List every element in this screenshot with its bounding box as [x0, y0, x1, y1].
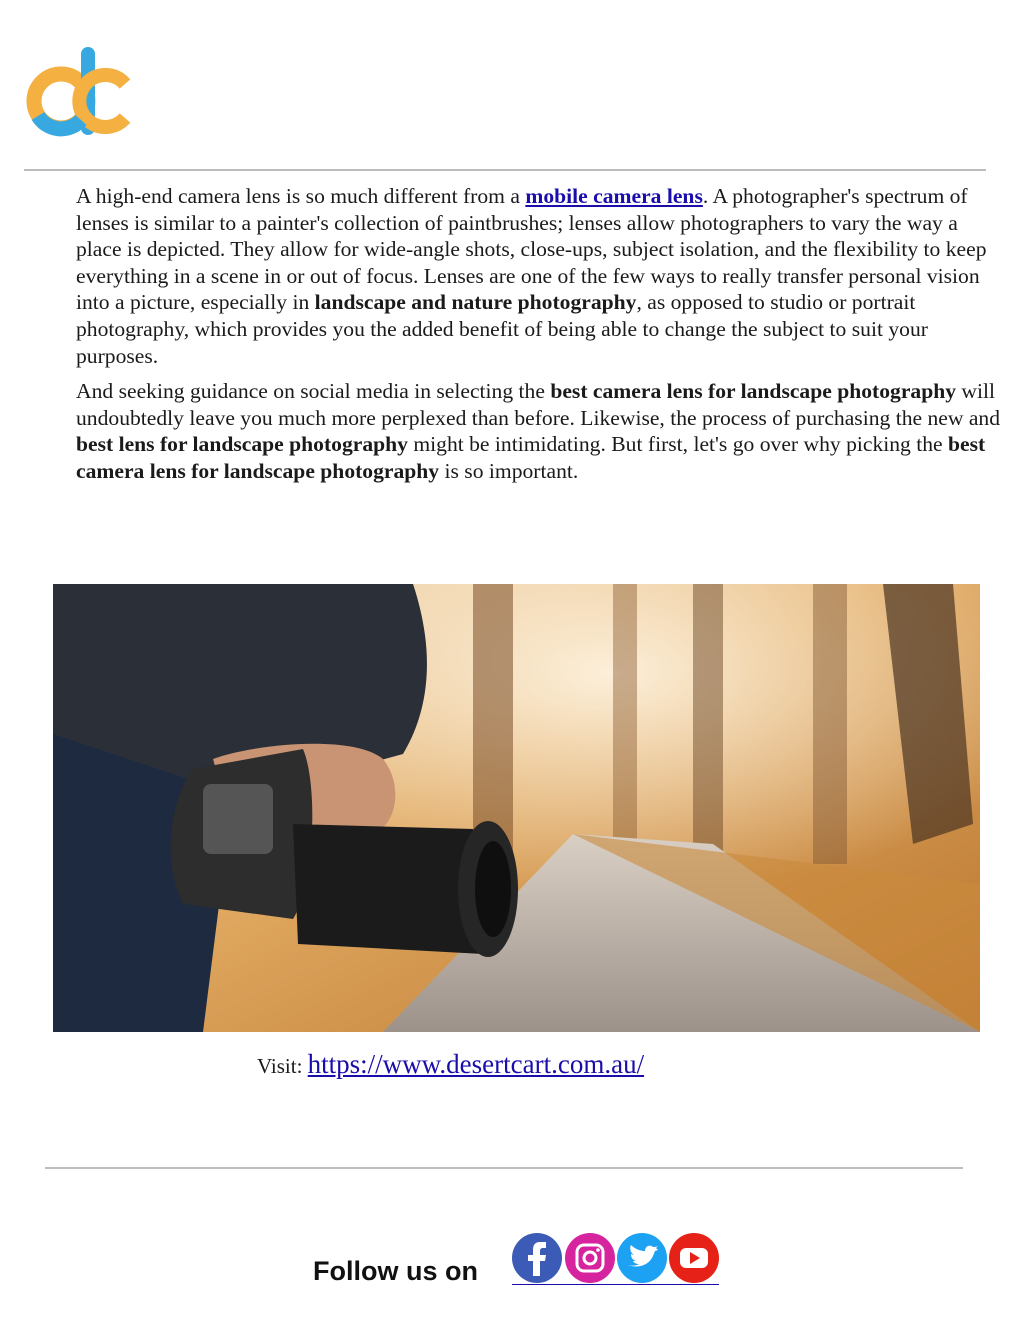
- bold-phrase: best camera lens for landscape photography: [550, 379, 957, 404]
- text-span: And seeking guidance on social media in selecting the: [76, 379, 551, 404]
- bold-phrase: best camera lens for landscape photography: [76, 432, 986, 483]
- text-span: might be intimidating. But first, let's go over why picking the: [407, 432, 949, 457]
- desertcart-logo[interactable]: [20, 46, 136, 142]
- social-icons: [510, 1232, 720, 1288]
- bold-phrase: best lens for landscape photography: [76, 432, 408, 457]
- second-paragraph: [76, 378, 1004, 484]
- text-span: will undoubtedly leave you much more perplexed than before. Likewise, the process of purchasing the new and: [76, 379, 1001, 430]
- text-span: A high-end camera lens is so much different from a: [76, 184, 526, 208]
- text-span: , as opposed to studio or portrait photography, which provides you the added benefit of being able to change the subject to suit your purposes.: [76, 290, 928, 368]
- text-span: . A photographer's spectrum of lenses is similar to a painter's collection of paintbrushes; lenses allow photographers to vary the way a place is depicted. They allow for wide-angle shots, close-ups, subject isolation, and the flexibility to keep everything in a scene in or out of focus. Lenses are one of the few ways to really transfer personal vision into a picture, especially in: [76, 184, 987, 315]
- camera-photo: [53, 584, 980, 1032]
- header-divider: [24, 169, 986, 171]
- twitter-icon[interactable]: [617, 1233, 667, 1283]
- visit-label: Visit:: [257, 1054, 303, 1078]
- bold-phrase: landscape and nature photography: [314, 290, 637, 315]
- youtube-icon[interactable]: [669, 1233, 719, 1283]
- social-link-underline: [512, 1284, 719, 1285]
- mobile-camera-lens-link[interactable]: mobile camera lens: [525, 184, 703, 208]
- article-body: [76, 183, 1004, 494]
- follow-label: Follow us on: [313, 1256, 478, 1286]
- instagram-icon[interactable]: [565, 1233, 615, 1283]
- footer-divider: [45, 1167, 963, 1169]
- facebook-icon[interactable]: [512, 1233, 562, 1283]
- website-link[interactable]: https://www.desertcart.com.au/: [307, 1049, 645, 1079]
- visit-line: [257, 1049, 644, 1080]
- text-span: is so important.: [439, 458, 579, 483]
- intro-paragraph: [76, 183, 1004, 369]
